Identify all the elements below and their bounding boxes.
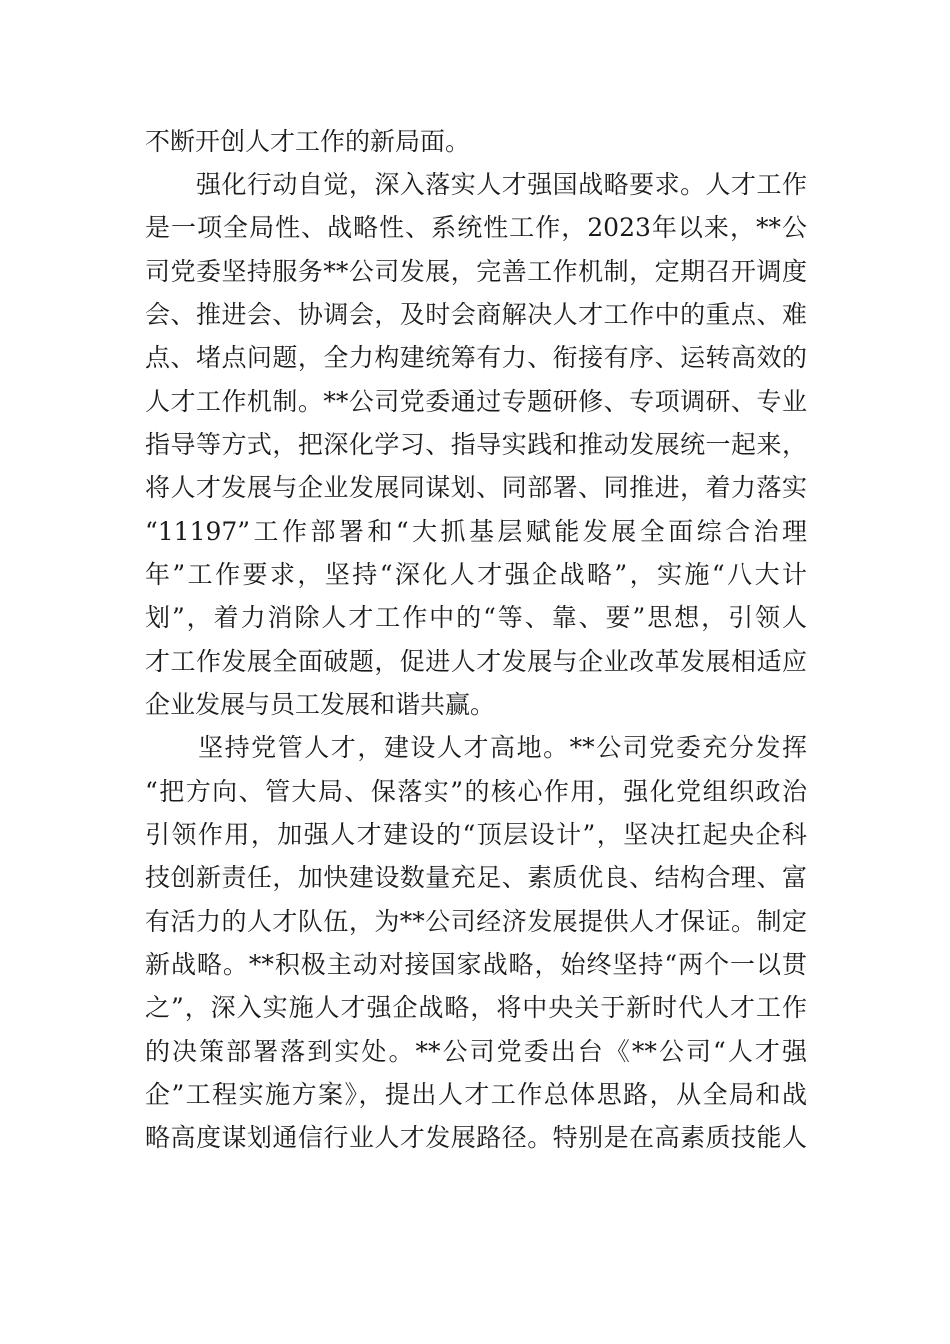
text-line-4: 司党委坚持服务**公司发展，完善工作机制，定期召开调度 xyxy=(145,257,807,286)
text-line-17: 引领作用，加强人才建设的“顶层设计”，坚决扛起央企科 xyxy=(145,820,807,849)
text-line-10: “11197”工作部署和“大抓基层赋能发展全面综合治理 xyxy=(145,517,807,546)
text-line-13: 才工作发展全面破题，促进人才发展与企业改革发展相适应 xyxy=(145,647,807,676)
text-line-5: 会、推进会、协调会，及时会商解决人才工作中的重点、难 xyxy=(145,300,807,329)
text-line-14: 企业发展与员工发展和谐共赢。 xyxy=(145,690,496,719)
text-line-11: 年”工作要求，坚持“深化人才强企战略”，实施“八大计 xyxy=(145,560,807,589)
text-line-2: 强化行动自觉，深入落实人才强国战略要求。人才工作 xyxy=(145,170,807,199)
text-line-15: 坚持党管人才，建设人才高地。**公司党委充分发挥 xyxy=(145,733,807,762)
text-line-12: 划”，着力消除人才工作中的“等、靠、要”思想，引领人 xyxy=(145,603,807,632)
text-line-3: 是一项全局性、战略性、系统性工作，2023年以来，**公 xyxy=(145,213,807,242)
text-line-23: 企”工程实施方案》，提出人才工作总体思路，从全局和战 xyxy=(145,1080,807,1109)
text-line-1: 不断开创人才工作的新局面。 xyxy=(145,127,471,156)
text-line-21: 之”，深入实施人才强企战略，将中央关于新时代人才工作 xyxy=(145,993,807,1022)
text-line-6: 点、堵点问题，全力构建统筹有力、衔接有序、运转高效的 xyxy=(145,343,807,372)
text-line-16: “把方向、管大局、保落实”的核心作用，强化党组织政治 xyxy=(145,777,807,806)
text-line-19: 有活力的人才队伍，为**公司经济发展提供人才保证。制定 xyxy=(145,907,807,936)
text-line-7: 人才工作机制。**公司党委通过专题研修、专项调研、专业 xyxy=(145,387,807,416)
text-line-9: 将人才发展与企业发展同谋划、同部署、同推进，着力落实 xyxy=(145,473,807,502)
text-line-18: 技创新责任，加快建设数量充足、素质优良、结构合理、富 xyxy=(145,863,807,892)
text-line-8: 指导等方式，把深化学习、指导实践和推动发展统一起来， xyxy=(145,430,807,459)
text-line-22: 的决策部署落到实处。**公司党委出台《**公司“人才强 xyxy=(145,1037,807,1066)
text-line-20: 新战略。**积极主动对接国家战略，始终坚持“两个一以贯 xyxy=(145,950,807,979)
text-line-24: 略高度谋划通信行业人才发展路径。特别是在高素质技能人 xyxy=(145,1123,807,1152)
